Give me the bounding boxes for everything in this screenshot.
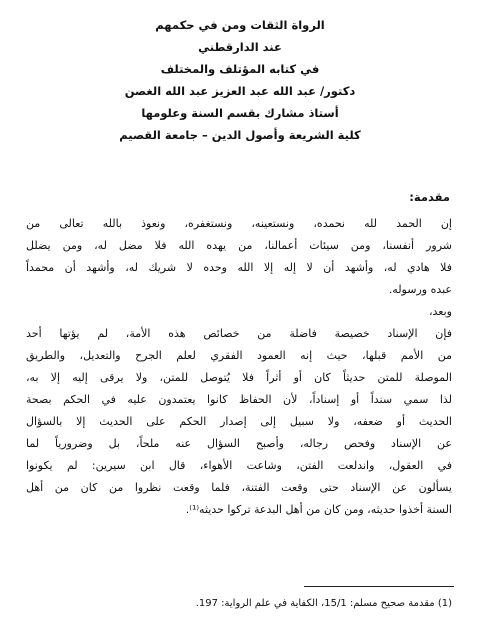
title-line: عند الدارقطني — [198, 40, 282, 54]
paragraph-line: يسألون عن الإسناد حتى وقعت الفتنة، فلما وقعت نظروا من كان من أهل — [26, 481, 452, 494]
section-heading: مقدمة: — [409, 190, 450, 204]
footnote: (1) مقدمة صحيح مسلم: 15/1، الكفاية في علم الرواية: 197. — [195, 598, 452, 609]
footnote-divider — [304, 586, 454, 587]
paragraph-line: الموصلة للمتن حديثاً كان أو أثراً فلا يُتوصل للمتن، ولا يرقى إليه إلا به، — [26, 371, 452, 384]
affiliation-line: كلية الشريعة وأصول الدين – جامعة القصيم — [119, 128, 361, 142]
paragraph-line: لذا سمي سنداً أو إسناداً، لأن الحفاظ كانوا يعتمدون عليه في الحكم بصحة — [26, 393, 452, 406]
paragraph-line: من الأمم قبلها، حيث إنه العمود الفقري لعلم الجرح والتعديل، والطريق — [26, 349, 452, 362]
title-line: الرواة الثقات ومن في حكمهم — [155, 18, 325, 32]
paragraph-line: الحديث أو ضعفه، ولا سبيل إلى إصدار الحكم على الحديث إلا بالسؤال — [26, 415, 452, 428]
paragraph-line: عن الإسناد وفحص رجاله، وأصبح السؤال عنه ملحاً، بل وضرورياً لما — [26, 437, 452, 450]
paragraph-line: فلا هادي له، وأشهد أن لا إله إلا الله وحده لا شريك له، وأشهد أن محمداً — [26, 261, 452, 274]
paragraph-line: في العقول، واندلعت الفتن، وشاعت الأهواء، قال ابن سيرين: لم يكونوا — [26, 459, 452, 472]
body-text — [26, 216, 452, 524]
paragraph-line: فإن الإسناد خصيصة فاضلة من خصائص هذه الأمة، لم يؤتها أحد — [26, 327, 452, 340]
paragraph-line: إن الحمد لله نحمده، ونستعينه، ونستغفره، ونعوذ بالله تعالى من — [26, 217, 452, 230]
author-line: دكتور/ عبد الله عبد العزيز عبد الله الغصن — [124, 84, 356, 98]
paragraph-line: السنة أخذوا حديثه، ومن كان من أهل البدعة تركوا حديثه⁽¹⁾. — [185, 503, 452, 516]
paragraph-line: شرور أنفسنا، ومن سيئات أعمالنا، من يهده الله فلا مضل له، ومن يضلل — [26, 239, 452, 252]
paragraph-line: عبده ورسوله. — [388, 283, 452, 296]
title-block — [40, 16, 440, 148]
title-line: في كتابه المؤتلف والمختلف — [160, 62, 320, 76]
affiliation-line: أستاذ مشارك بقسم السنة وعلومها — [141, 106, 339, 120]
paragraph-line: وبعد، — [428, 305, 452, 318]
